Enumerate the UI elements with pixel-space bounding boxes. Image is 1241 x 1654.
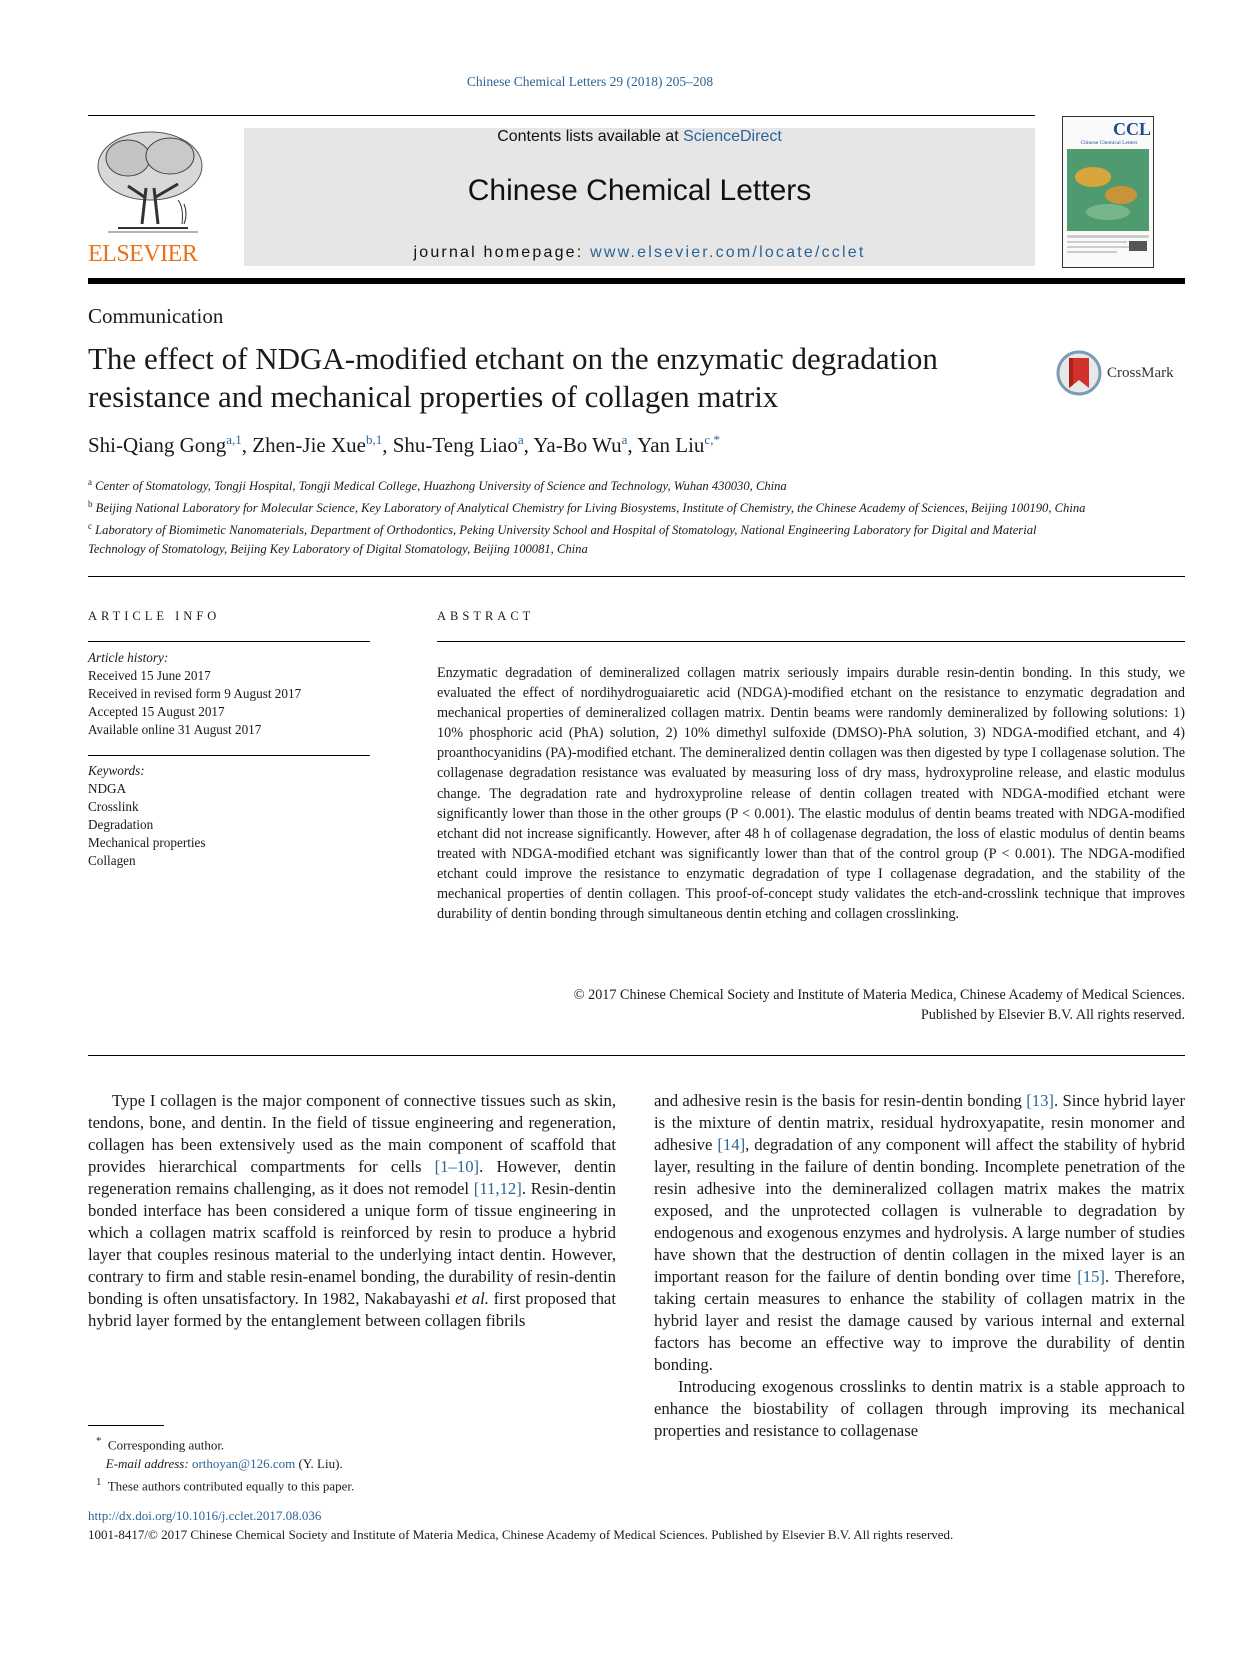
citation-link[interactable]: [14] (717, 1135, 746, 1154)
author-list: Shi-Qiang Gong$^{a,1}$, Zhen-Jie Xue$^{b,1}$, Shu-Teng Liao$^a$, Ya-Bo Wu$^a$, Yan Liu$^{c,*}$ (88, 432, 720, 457)
citation-link[interactable]: [15] (1077, 1267, 1105, 1286)
abstract-copyright (437, 985, 1185, 1025)
abstract-text: Enzymatic degradation of demineralized collagen matrix seriously impairs durable resin-dentin bonding. In this study, we evaluated the effect of nordihydroguaiaretic acid (NDGA)-modified etchant on the resistance to enzymatic degradation and mechanical properties of demineralized collagen matrix. Dentin beams were randomly demineralized by following solutions: 1) 10% phosphoric acid (PhA) solution, 2) 10% dimethyl sulfoxide (DMSO)-PhA solution, 3) NDGA-modified etchant, and 4) proanthocyanidins (PA)-modified etchant. The demineralized dentin collagen was then digested by type I collagenase solution. The collagenase degradation resistance was evaluated by measuring loss of dry mass, hydroxyproline release, and elastic modulus change. The degradation rate and hydroxyproline release of dentin collagen treated with NDGA-modified etchant were significantly lower than those in the other groups (P < 0.001). The elastic modulus of dentin beams treated with NDGA-modified etchant did not increase significantly. However, after 48 h of collagenase degradation, the loss of elastic modulus of dentin beams treated with NDGA-modified etchant was significantly lower than that of the control group (P < 0.001). The NDGA-modified etchant could improve the resistance to enzymatic degradation of type I collagenase degradation, and the stability of the mechanical properties of dentin collagen. This proof-of-concept study validates the etch-and-crosslink technique that improves durability of dentin bonding through simultaneous dentin etching and collagen crosslinking. (437, 665, 1185, 923)
body-paragraph: Introducing exogenous crosslinks to dentin matrix is a stable approach to enhance the biostability of collagen through improving its mechanical properties and resistance to collagenase (654, 1377, 1185, 1440)
author-affiliation-mark[interactable]: a (621, 432, 628, 447)
author-name[interactable]: Yan Liu (637, 433, 705, 457)
author-name[interactable]: Zhen-Jie Xue (252, 433, 366, 457)
author-affiliation-mark[interactable]: a,1 (226, 432, 242, 447)
copyright-line-1: © 2017 Chinese Chemical Society and Institute of Materia Medica, Chinese Academy of Medical Sciences. (573, 987, 1185, 1003)
footnotes (88, 1432, 588, 1496)
crossmark-label: CrossMark (1107, 365, 1174, 381)
abstract-heading: ABSTRACT (437, 609, 535, 623)
copyright-line-2: Published by Elsevier B.V. All rights reserved. (920, 1007, 1185, 1024)
author-name[interactable]: Shi-Qiang Gong (88, 433, 227, 457)
keywords (88, 762, 370, 870)
keywords-rule (88, 755, 370, 756)
author-affiliation-mark[interactable]: a (517, 432, 524, 447)
body-text: . Therefore, taking certain measures to enhance the stability of collagen matrix in the hybrid layer and resist the damage caused by various internal and external factors has become an effective way to improve the durability of dentin bonding. (654, 1267, 1185, 1374)
citation-link[interactable]: [11,12] (473, 1179, 522, 1198)
crossmark-badge[interactable] (1056, 350, 1186, 396)
email-label: E-mail address: (105, 1455, 189, 1471)
journal-citation[interactable]: Chinese Chemical Letters 29 (2018) 205–208 (466, 74, 714, 89)
header-thick-rule (88, 278, 1185, 284)
body-text: . However, dentin regeneration remains challenging, as it does not remodel (88, 1157, 617, 1198)
cover-subtitle: Chinese Chemical Letters (1080, 140, 1138, 146)
article-title (88, 340, 1038, 416)
journal-name: Chinese Chemical Letters (467, 174, 812, 207)
citation-link[interactable]: [13] (1026, 1091, 1054, 1110)
body-column-right (654, 1090, 1185, 1442)
homepage-prefix: journal homepage: (413, 244, 591, 261)
footnote-email (88, 1455, 588, 1474)
journal-masthead (244, 128, 1035, 266)
body-text: . Resin-dentin bonded interface has been considered a unique form of tissue engineering in which a collagen matrix scaffold is reinforced by resin to produce a hybrid layer that couples resinous material to the underlying intact dentin. However, contrary to firm and stable resin-enamel bonding, the durability of resin-dentin bonding is often unsatisfactory. In 1982, Nakabayashi (88, 1179, 617, 1308)
history-label: Article history: (88, 650, 169, 665)
affiliations-divider (88, 576, 1185, 577)
affiliations (88, 473, 1088, 558)
body-text: first proposed that hybrid layer formed by the entanglement between collagen fibrils (88, 1289, 616, 1330)
affiliation-text: Center of Stomatology, Tongji Hospital, Tongji Medical College, Huazhong University of Science and Technology, Wuhan 430030, China (95, 479, 787, 494)
affiliation-mark: a (88, 477, 92, 487)
body-paragraph (654, 1090, 1185, 1376)
body-column-left (88, 1090, 616, 1332)
contents-availability (244, 128, 1035, 146)
affiliation-b (88, 495, 1088, 517)
journal-cover-thumbnail[interactable] (1062, 116, 1154, 268)
author-affiliation-mark[interactable]: b,1 (366, 432, 383, 447)
sciencedirect-link[interactable]: ScienceDirect (683, 128, 782, 145)
elsevier-wordmark: ELSEVIER (88, 241, 198, 267)
footnote-corresponding (88, 1432, 588, 1455)
footnote-text: These authors contributed equally to this paper. (107, 1478, 355, 1494)
keyword: NDGA (88, 781, 127, 796)
journal-homepage (244, 244, 1035, 262)
email-suffix: (Y. Liu). (298, 1455, 343, 1471)
issn-copyright-line: 1001-8417/© 2017 Chinese Chemical Society and Institute of Materia Medica, Chinese Academy of Medical Sciences. Published by Elsevier B.V. All rights reserved. (88, 1527, 954, 1542)
title-line-2: resistance and mechanical properties of collagen matrix (88, 379, 779, 414)
history-item: Available online 31 August 2017 (88, 722, 262, 737)
body-paragraph (88, 1090, 616, 1332)
affiliation-mark: b (88, 499, 93, 510)
abstract-rule (437, 641, 1185, 642)
body-text: and adhesive resin is the basis for resin-dentin bonding (654, 1091, 1027, 1110)
keyword: Crosslink (88, 799, 139, 814)
author-name[interactable]: Shu-Teng Liao (392, 433, 518, 457)
cover-title: CCL (1113, 119, 1152, 139)
article-info-rule (88, 641, 370, 642)
title-line-1: The effect of NDGA-modified etchant on the enzymatic degradation (88, 341, 938, 376)
affiliation-a (88, 473, 1088, 495)
body-text: . Since hybrid layer is the mixture of dentin matrix, residual hydroxyapatite, resin monomer and adhesive (654, 1091, 1186, 1154)
affiliation-mark: c (88, 521, 92, 532)
footnote-mark: 1 (96, 1476, 102, 1489)
tree-icon (88, 128, 216, 240)
history-item: Received in revised form 9 August 2017 (88, 686, 302, 701)
keyword: Mechanical properties (88, 835, 206, 850)
elsevier-logo[interactable] (88, 128, 216, 268)
article-history (88, 649, 370, 739)
citation-link[interactable]: [1–10] (434, 1157, 480, 1176)
keyword: Collagen (88, 853, 136, 868)
body-text: , degradation of any component will affect the stability of hybrid layer, resulting in the failure of dentin bonding. Incomplete penetration of the resin adhesive into the demineralized collagen matrix makes the matrix exposed, and the unprotected collagen is vulnerable to degradation by endogenous and exogenous enzymes and hydrolysis. A large number of studies have shown that the destruction of dentin collagen in the mixed layer is an important reason for the failure of dentin bonding over time (654, 1135, 1185, 1286)
affiliation-text: Laboratory of Biomimetic Nanomaterials, Department of Orthodontics, Peking University School and Hospital of Stomatology, National Engineering Laboratory for Digital and Material Technology of Stomatology, Beijing Key Laboratory of Digital Stomatology, Beijing 100081, China (88, 523, 1037, 556)
affiliation-c (88, 517, 1088, 557)
homepage-link[interactable]: www.elsevier.com/locate/cclet (590, 244, 866, 261)
article-type: Communication (88, 304, 224, 328)
history-item: Accepted 15 August 2017 (88, 704, 225, 719)
affiliation-text: Beijing National Laboratory for Molecular Science, Key Laboratory of Analytical Chemistry for Living Biosystems, Institute of Chemistry, the Chinese Academy of Sciences, Beijing 100190, China (95, 501, 1086, 516)
body-divider (88, 1055, 1185, 1056)
history-item: Received 15 June 2017 (88, 668, 211, 683)
doi-link[interactable]: http://dx.doi.org/10.1016/j.cclet.2017.08.036 (88, 1508, 322, 1523)
article-info-heading: ARTICLE INFO (88, 609, 221, 623)
footnote-mark: * (96, 1435, 102, 1447)
footnote-equal-contribution (88, 1473, 588, 1496)
journal-cover-image (1063, 117, 1153, 267)
contents-prefix: Contents lists available at (497, 128, 684, 145)
keyword: Degradation (88, 817, 154, 832)
body-text: Type I collagen is the major component of connective tissues such as skin, tendons, bone, and dentin. In the field of tissue engineering and regeneration, collagen has been extensively used as the main component of scaffold that provides hierarchical compartments for cells (88, 1091, 616, 1176)
body-italic: et al. (455, 1289, 489, 1308)
keywords-label: Keywords: (88, 763, 145, 778)
email-link[interactable]: orthoyan@126.com (191, 1455, 296, 1471)
crossmark-icon (1056, 350, 1102, 396)
footnote-text: Corresponding author. (107, 1437, 225, 1453)
header-divider (88, 115, 1035, 116)
author-affiliation-mark[interactable]: c,* (704, 432, 720, 447)
footnote-rule (88, 1425, 164, 1426)
author-name[interactable]: Ya-Bo Wu (533, 433, 622, 457)
